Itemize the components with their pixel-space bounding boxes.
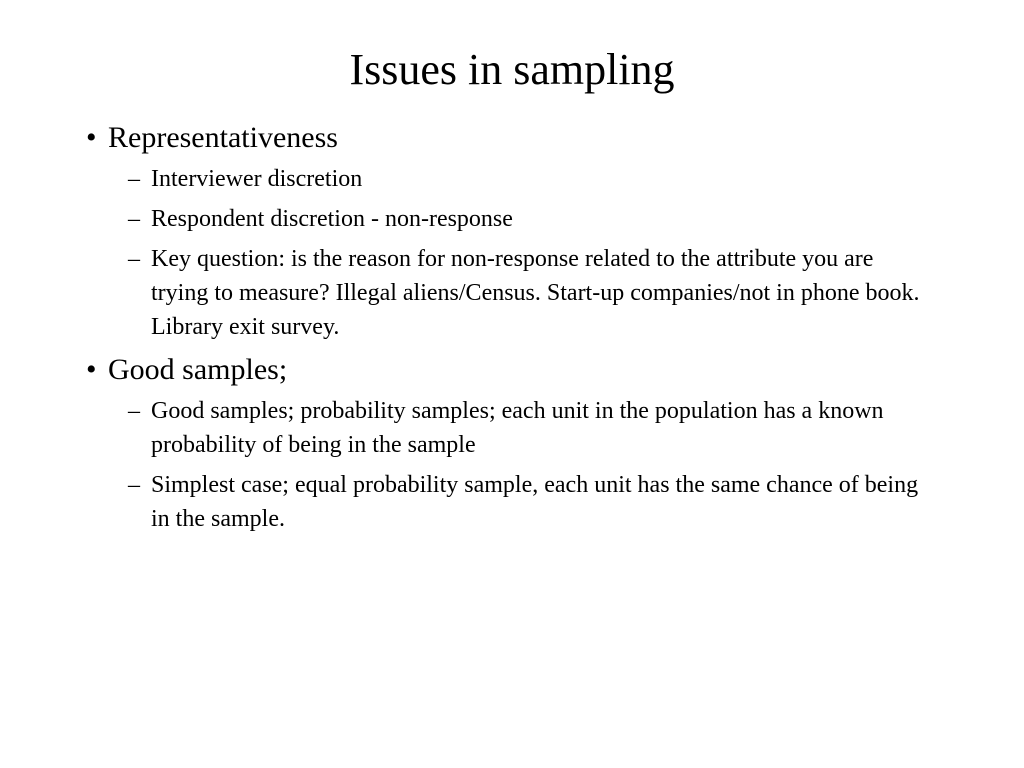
bullet-marker: •: [86, 121, 97, 154]
list-item-text: Simplest case; equal probability sample, each unit has the same chance of being in the sample.: [151, 472, 919, 532]
list-item: [86, 468, 936, 536]
list-item-text: Respondent discretion - non-response: [151, 206, 513, 232]
dash-marker: –: [128, 166, 140, 192]
bullet-good-samples: [86, 352, 946, 388]
dash-marker: –: [128, 398, 140, 424]
list-item-text: Good samples; probability samples; each unit in the population has a known probability of being in the sample: [151, 398, 884, 458]
slide-content: [86, 120, 946, 544]
dash-marker: –: [128, 472, 140, 498]
list-item: [86, 394, 936, 462]
list-item-text: Interviewer discretion: [151, 166, 363, 192]
slide-title: Issues in sampling: [349, 45, 675, 94]
dash-marker: –: [128, 206, 140, 232]
sub-list-representativeness: [86, 162, 946, 344]
list-item: [86, 242, 936, 344]
sub-list-good-samples: [86, 394, 946, 536]
bullet-marker: •: [86, 353, 97, 386]
bullet-heading: Representativeness: [108, 121, 338, 154]
list-item-text: Key question: is the reason for non-response related to the attribute you are trying to measure? Illegal aliens/Census. Start-up companies/not in phone book. Library exit survey.: [151, 246, 920, 340]
bullet-representativeness: [86, 120, 946, 156]
list-item: [86, 202, 936, 236]
list-item: [86, 162, 936, 196]
dash-marker: –: [128, 246, 140, 272]
bullet-heading: Good samples;: [108, 353, 288, 386]
